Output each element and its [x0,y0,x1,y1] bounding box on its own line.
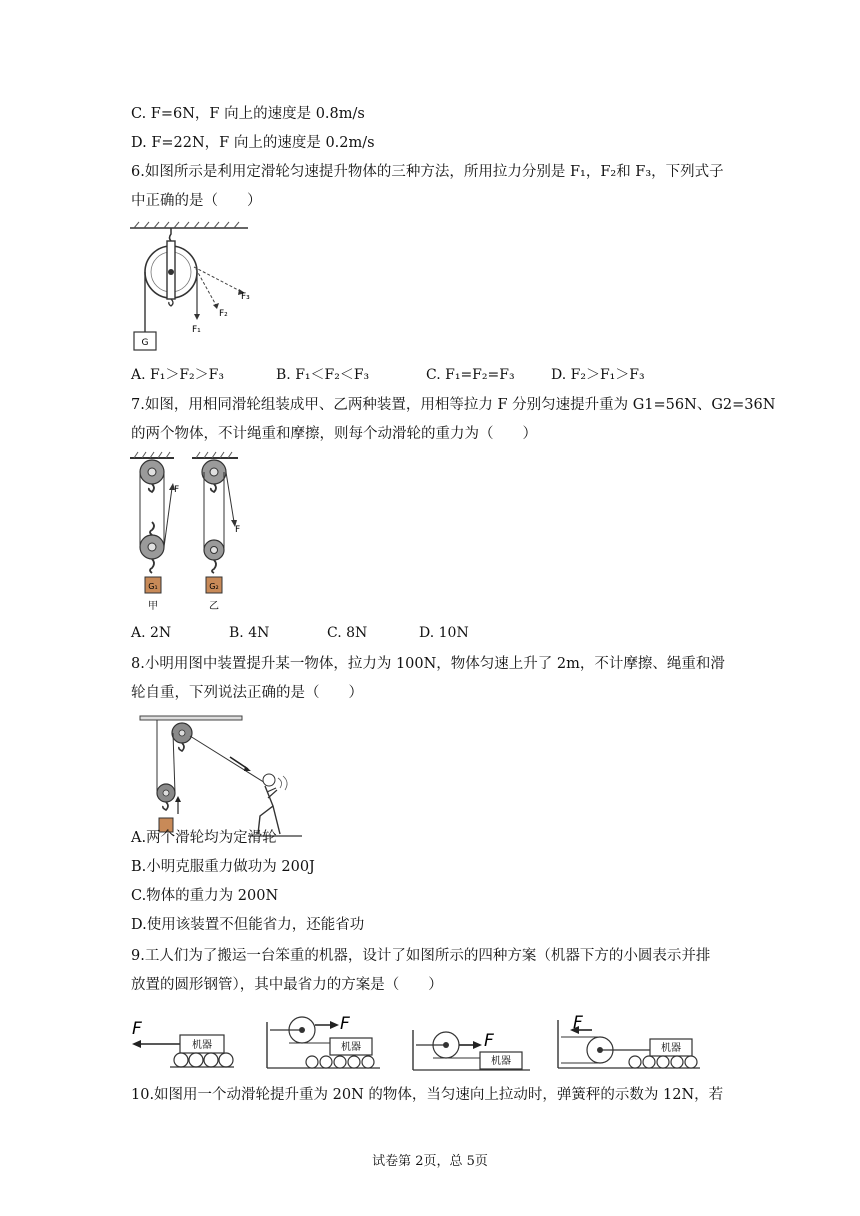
q6-f2-label: F₂ [219,309,228,319]
q6-option-d: D. F₂＞F₁＞F₃ [551,367,645,383]
q9-scheme-a [132,1019,234,1067]
q7-jia-force-label: F [174,485,180,495]
q7-pulley-system-figure [128,452,258,614]
q9-stem-line1: 9.工人们为了搬运一台笨重的机器，设计了如图所示的四种方案（机器下方的小圆表示并排 [131,948,711,964]
q7-option-a: A. 2N [131,625,172,641]
q8-option-c: C.物体的重力为 200N [131,888,279,904]
q6-fixed-pulley-figure [128,222,268,357]
page-footer: 试卷第 2页，总 5页 [372,1154,488,1169]
q7-stem-line2: 的两个物体，不计绳重和摩擦，则每个动滑轮的重力为（ ） [131,426,537,442]
q7-yi-label: 乙 [209,601,219,612]
q6-option-a: A. F₁＞F₂＞F₃ [131,367,224,383]
q9-scheme-b-force: F [340,1014,350,1034]
q6-f3-label: F₃ [241,292,250,302]
q6-option-b: B. F₁＜F₂＜F₃ [276,367,370,383]
q7-jia-label: 甲 [148,601,158,612]
q7-stem-line1: 7.如图，用相同滑轮组装成甲、乙两种装置，用相等拉力 F 分别匀速提升重为 G1=56N、G2=36N [131,397,776,413]
q9-scheme-a-force: F [132,1019,142,1039]
q8-stem-line2: 轮自重，下列说法正确的是（ ） [131,685,363,701]
q6-stem-line2: 中正确的是（ ） [131,193,262,209]
q9-scheme-b-machine: 机器 [341,1042,361,1053]
q6-stem-line1: 6.如图所示是利用定滑轮匀速提升物体的三种方法，所用拉力分别是 F₁，F₂和 F₃，下列式子 [131,164,724,180]
q7-option-c: C. 8N [327,625,368,641]
q8-option-b: B.小明克服重力做功为 200J [131,859,315,875]
q6-option-c: C. F₁=F₂=F₃ [426,367,515,383]
q7-option-d: D. 10N [419,625,469,641]
q8-pulley-figure [130,716,305,838]
q9-scheme-c [413,1030,530,1070]
q9-scheme-b [267,1014,380,1068]
q9-scheme-d [558,1013,700,1068]
q7-option-b: B. 4N [229,625,270,641]
q9-stem-line2: 放置的圆形钢管），其中最省力的方案是（ ） [131,977,443,993]
q9-four-schemes-figure [130,1012,730,1074]
q8-option-a: A.两个滑轮均为定滑轮 [131,830,277,846]
q9-scheme-c-machine: 机器 [491,1056,511,1067]
q7-g1-label: G₁ [148,582,158,591]
q8-stem-line1: 8.小明用图中装置提升某一物体，拉力为 100N，物体匀速上升了 2m，不计摩擦、绳重和滑 [131,656,725,672]
q6-weight-label: G [141,338,149,348]
q9-scheme-a-machine: 机器 [192,1040,212,1051]
q9-scheme-d-machine: 机器 [661,1043,681,1054]
q9-scheme-c-force: F [484,1031,494,1051]
q5-option-c: C. F=6N，F 向上的速度是 0.8m/s [131,106,365,122]
q7-yi-force-label: F [235,525,241,535]
q10-stem-line1: 10.如图用一个动滑轮提升重为 20N 的物体，当匀速向上拉动时，弹簧秤的示数为 12N，若 [131,1087,724,1103]
q9-scheme-d-force: F [573,1013,583,1033]
q5-option-d: D. F=22N，F 向上的速度是 0.2m/s [131,135,375,151]
q6-options [131,365,731,385]
q6-f1-label: F₁ [192,325,201,335]
q7-options [131,623,531,643]
q7-g2-label: G₂ [209,582,219,591]
q8-option-d: D.使用该装置不但能省力，还能省功 [131,917,365,933]
